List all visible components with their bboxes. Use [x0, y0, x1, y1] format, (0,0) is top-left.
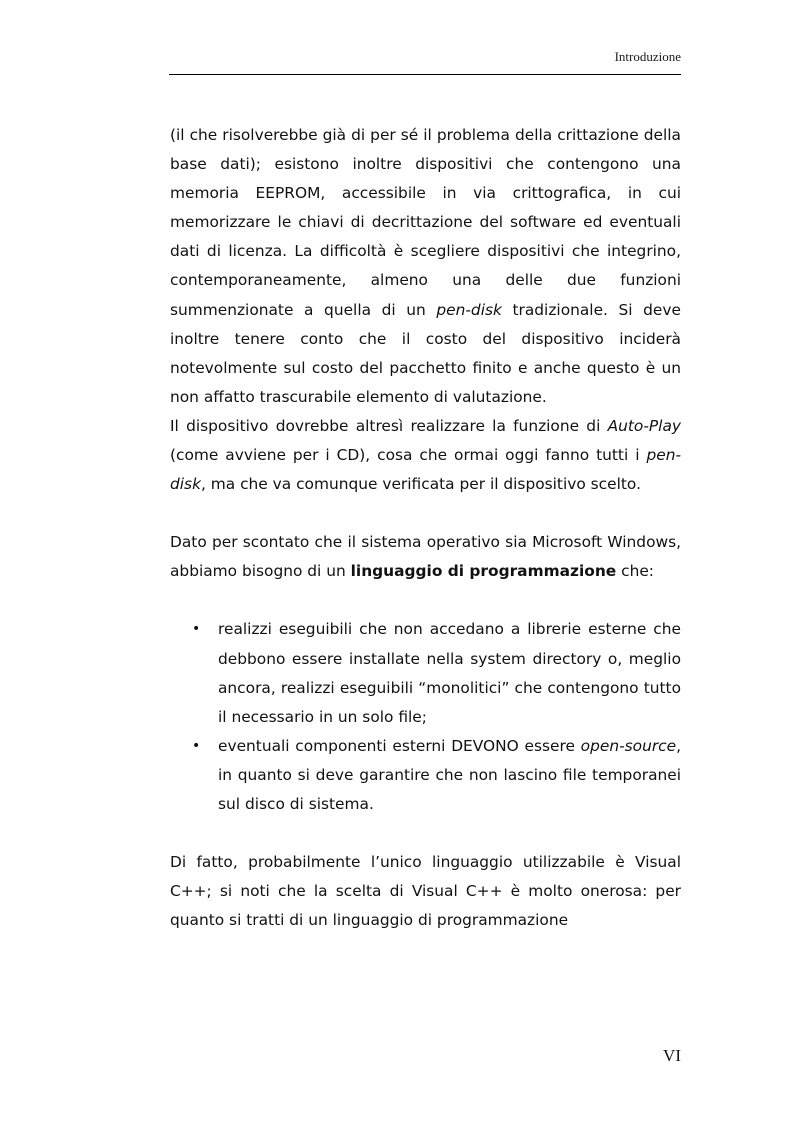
running-header: Introduzione	[614, 49, 681, 64]
bullet-list	[170, 615, 681, 819]
paragraph-3: Dato per scontato che il sistema operativo sia Microsoft Windows, abbiamo bisogno di un linguaggio di programmazione che:	[170, 533, 681, 581]
paragraph-spacer	[170, 819, 681, 848]
paragraph-spacer	[170, 499, 681, 528]
list-item: • eventuali componenti esterni DEVONO essere open-source, in quanto si deve garantire che non lascino file temporanei sul disco di sistema.	[170, 732, 681, 819]
list-item: • realizzi eseguibili che non accedano a librerie esterne che debbono essere installate nella system directory o, meglio ancora, realizzi eseguibili “monolitici” che contengono tutto il necessario in un solo file;	[170, 615, 681, 731]
bullet-icon: •	[192, 621, 201, 638]
paragraph-spacer	[170, 586, 681, 615]
bullet-icon: •	[192, 737, 201, 754]
page-number: VI	[663, 1046, 681, 1065]
paragraph-1: (il che risolverebbe già di per sé il problema della crittazione della base dati); esistono inoltre dispositivi che contengono una memoria EEPROM, accessibile in via crittografica, in cui memorizzare le chiavi di decrittazione del software ed eventuali dati di licenza. La difficoltà è scegliere dispositivi che integrino, contemporaneamente, almeno una delle due funzioni summenzionate a quella di un pen-disk tradizionale. Si deve inoltre tenere conto che il costo del dispositivo inciderà notevolmente sul costo del pacchetto finito e anche questo è un non affatto trascurabile elemento di valutazione.	[170, 126, 681, 406]
body-text	[170, 121, 681, 935]
header-rule	[169, 74, 681, 75]
paragraph-2: Il dispositivo dovrebbe altresì realizzare la funzione di Auto-Play (come avviene per i CD), cosa che ormai oggi fanno tutti i pen-disk, ma che va comunque verificata per il dispositivo scelto.	[170, 416, 681, 494]
paragraph-4: Di fatto, probabilmente l’unico linguaggio utilizzabile è Visual C++; si noti che la scelta di Visual C++ è molto onerosa: per quanto si tratti di un linguaggio di programmazione	[170, 853, 681, 930]
